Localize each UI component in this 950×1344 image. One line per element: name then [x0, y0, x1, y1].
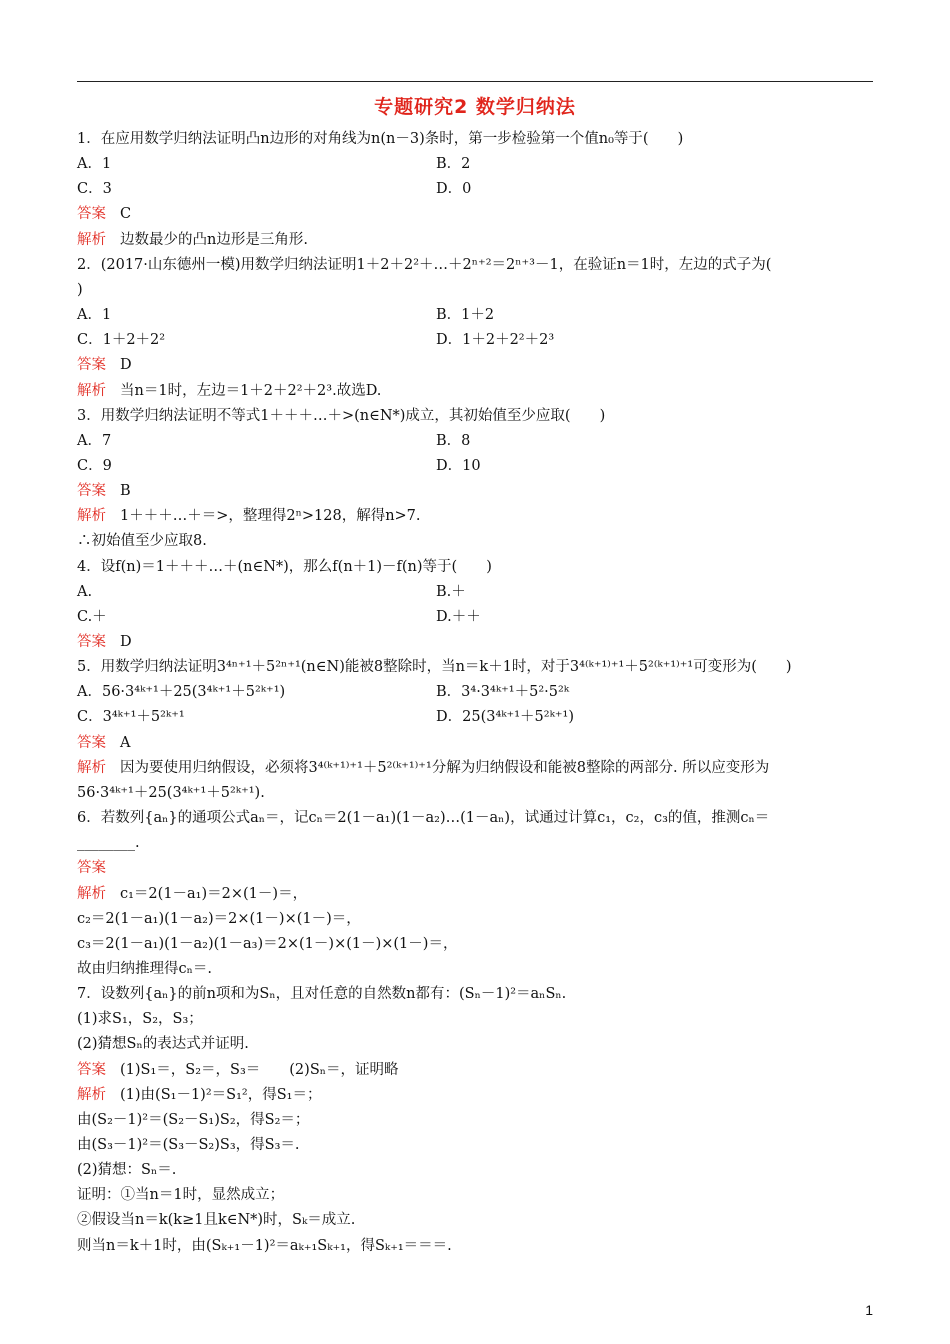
line-text: (2)猜想：Sₙ＝.: [77, 1162, 177, 1179]
option-right: B．3⁴·3⁴ᵏ⁺¹＋5²·5²ᵏ: [436, 684, 570, 701]
option-right: D．25(3⁴ᵏ⁺¹＋5²ᵏ⁺¹): [436, 709, 574, 726]
text-line: [77, 934, 457, 954]
text-line: [77, 808, 769, 828]
text-line: [77, 682, 285, 702]
line-text: 2．(2017·山东德州一模)用数学归纳法证明1＋2＋2²＋…＋2ⁿ⁺²＝2ⁿ⁺³－1，在验证n＝1时，左边的式子为(: [77, 256, 772, 273]
line-text: (1)求S₁，S₂，S₃；: [77, 1011, 203, 1028]
line-text: D: [120, 357, 132, 374]
line-text: B: [120, 483, 131, 500]
line-text: 当n＝1时，左边＝1＋2＋2²＋2³.故选D.: [120, 382, 382, 399]
option-right: D．0: [436, 181, 472, 198]
text-line: [77, 406, 605, 426]
line-text: ): [77, 281, 83, 298]
text-line: [77, 657, 792, 677]
answer-line: [77, 204, 131, 224]
analysis-label: 解析: [77, 231, 106, 248]
text-line: [77, 1135, 300, 1155]
line-text: c₁＝2(1－a₁)＝2×(1－)＝，: [120, 885, 308, 902]
text-line: [77, 959, 212, 979]
top-rule: [77, 81, 873, 82]
line-text: 5．用数学归纳法证明3⁴ⁿ⁺¹＋5²ⁿ⁺¹(n∈N)能被8整除时，当n＝k＋1时，对于3⁴⁽ᵏ⁺¹⁾⁺¹＋5²⁽ᵏ⁺¹⁾⁺¹可变形为( ): [77, 659, 792, 676]
line-text: 由(S₂－1)²＝(S₂－S₁)S₂，得S₂＝；: [77, 1111, 310, 1128]
line-text: 由(S₃－1)²＝(S₃－S₂)S₃，得S₃＝.: [77, 1137, 300, 1153]
text-line: [77, 582, 92, 602]
analysis-label: 解析: [77, 382, 106, 399]
line-text: ∴初始值至少应取8.: [77, 533, 207, 550]
line-text: 因为要使用归纳假设，必须将3⁴⁽ᵏ⁺¹⁾⁺¹＋5²⁽ᵏ⁺¹⁾⁺¹分解为归纳假设和能被8整除的两部分. 所以应变形为: [120, 759, 770, 776]
analysis-line: [77, 1085, 321, 1105]
line-text: 3．用数学归纳法证明不等式1＋＋＋…＋>(n∈N*)成立，其初始值至少应取( ): [77, 407, 606, 424]
analysis-line: [77, 884, 307, 904]
analysis-line: [77, 381, 381, 401]
option-right: B.＋: [436, 583, 466, 600]
text-line: [77, 1009, 203, 1029]
option-right: B．8: [436, 432, 471, 449]
answer-label: 答案: [77, 634, 106, 650]
answer-label: 答案: [77, 357, 106, 374]
line-text: c₃＝2(1－a₁)(1－a₂)(1－a₃)＝2×(1－)×(1－)×(1－)＝，: [77, 935, 458, 952]
text-line: [77, 1236, 452, 1256]
line-text: (1)由(S₁－1)²＝S₁²，得S₁＝；: [120, 1086, 322, 1103]
line-text: C．3⁴ᵏ⁺¹＋5²ᵏ⁺¹: [77, 709, 185, 726]
line-text: 则当n＝k＋1时，由(Sₖ₊₁－1)²＝aₖ₊₁Sₖ₊₁，得Sₖ₊₁＝＝＝.: [77, 1237, 452, 1254]
analysis-line: [77, 506, 421, 526]
text-line: [77, 1160, 176, 1180]
line-text: A: [120, 734, 131, 751]
text-line: [77, 1110, 309, 1130]
line-text: 1＋＋＋…＋＝>，整理得2ⁿ>128，解得n>7.: [120, 508, 421, 525]
text-line: [77, 330, 165, 350]
answer-label: 答案: [77, 860, 106, 877]
option-right: B．1＋2: [436, 307, 495, 324]
text-line: [77, 557, 492, 577]
line-text: A．7: [77, 432, 112, 449]
text-line: [77, 1034, 249, 1054]
answer-line: [77, 1060, 399, 1080]
analysis-line: [77, 758, 769, 778]
text-line: [77, 1185, 284, 1205]
line-text: C．1＋2＋2²: [77, 332, 166, 349]
line-text: ②假设当n＝k(k≥1且k∈N*)时，Sₖ＝成立.: [77, 1212, 356, 1229]
text-line: [77, 255, 771, 275]
line-text: 6．若数列{aₙ}的通项公式aₙ＝，记cₙ＝2(1－a₁)(1－a₂)…(1－aₙ)，试通过计算c₁，c₂，c₃的值，推测cₙ＝: [77, 810, 770, 827]
line-text: C: [120, 206, 132, 223]
line-text: 证明：①当n＝1时，显然成立；: [77, 1187, 285, 1204]
text-line: [77, 1210, 355, 1230]
text-line: [77, 456, 112, 476]
text-line: [77, 833, 140, 853]
line-text: (1)S₁＝，S₂＝，S₃＝ (2)Sₙ＝，证明略: [120, 1061, 399, 1078]
analysis-label: 解析: [77, 759, 106, 776]
text-line: [77, 783, 265, 803]
line-text: A．1: [77, 156, 112, 173]
text-line: [77, 431, 111, 451]
answer-line: [77, 355, 132, 375]
text-line: [77, 707, 185, 727]
text-line: [77, 179, 112, 199]
line-text: 1．在应用数学归纳法证明凸n边形的对角线为n(n－3)条时，第一步检验第一个值n₀等于( ): [77, 131, 684, 147]
line-text: D: [120, 634, 132, 650]
text-line: [77, 984, 566, 1004]
text-line: [77, 909, 361, 929]
answer-line: [77, 632, 132, 652]
analysis-line: [77, 230, 308, 250]
answer-label: 答案: [77, 734, 106, 751]
answer-line: [77, 481, 131, 501]
option-right: D．10: [436, 457, 481, 474]
answer-label: 答案: [77, 206, 106, 223]
answer-line: [77, 858, 120, 878]
answer-label: 答案: [77, 483, 106, 500]
line-text: C．3: [77, 181, 112, 198]
text-line: [77, 531, 207, 551]
text-line: [77, 305, 111, 325]
answer-label: 答案: [77, 1061, 106, 1078]
answer-line: [77, 733, 130, 753]
option-right: D.＋＋: [436, 608, 481, 625]
page-title: 专题研究2 数学归纳法: [374, 96, 576, 118]
line-text: 56·3⁴ᵏ⁺¹＋25(3⁴ᵏ⁺¹＋5²ᵏ⁺¹).: [77, 784, 265, 801]
text-line: [77, 280, 83, 300]
line-text: A．1: [77, 307, 112, 324]
line-text: A.: [77, 583, 93, 600]
line-text: 故由归纳推理得cₙ＝.: [77, 960, 213, 977]
line-text: A．56·3⁴ᵏ⁺¹＋25(3⁴ᵏ⁺¹＋5²ᵏ⁺¹): [77, 684, 286, 701]
text-line: [77, 154, 111, 174]
analysis-label: 解析: [77, 508, 106, 525]
analysis-label: 解析: [77, 1086, 106, 1103]
line-text: c₂＝2(1－a₁)(1－a₂)＝2×(1－)×(1－)＝，: [77, 910, 361, 927]
option-right: D．1＋2＋2²＋2³: [436, 332, 555, 349]
line-text: C.＋: [77, 608, 107, 625]
line-text: ________.: [77, 835, 140, 852]
line-text: 边数最少的凸n边形是三角形.: [120, 231, 308, 248]
page-number: 1: [865, 1302, 873, 1318]
line-text: C．9: [77, 457, 112, 474]
analysis-label: 解析: [77, 885, 106, 902]
text-line: [77, 607, 107, 627]
option-right: B．2: [436, 156, 471, 173]
line-text: (2)猜想Sₙ的表达式并证明.: [77, 1036, 249, 1053]
line-text: 7．设数列{aₙ}的前n项和为Sₙ，且对任意的自然数n都有：(Sₙ－1)²＝aₙSₙ.: [77, 986, 567, 1003]
text-line: [77, 129, 683, 149]
line-text: 4．设f(n)＝1＋＋＋…＋(n∈N*)，那么f(n＋1)－f(n)等于( ): [77, 558, 492, 575]
